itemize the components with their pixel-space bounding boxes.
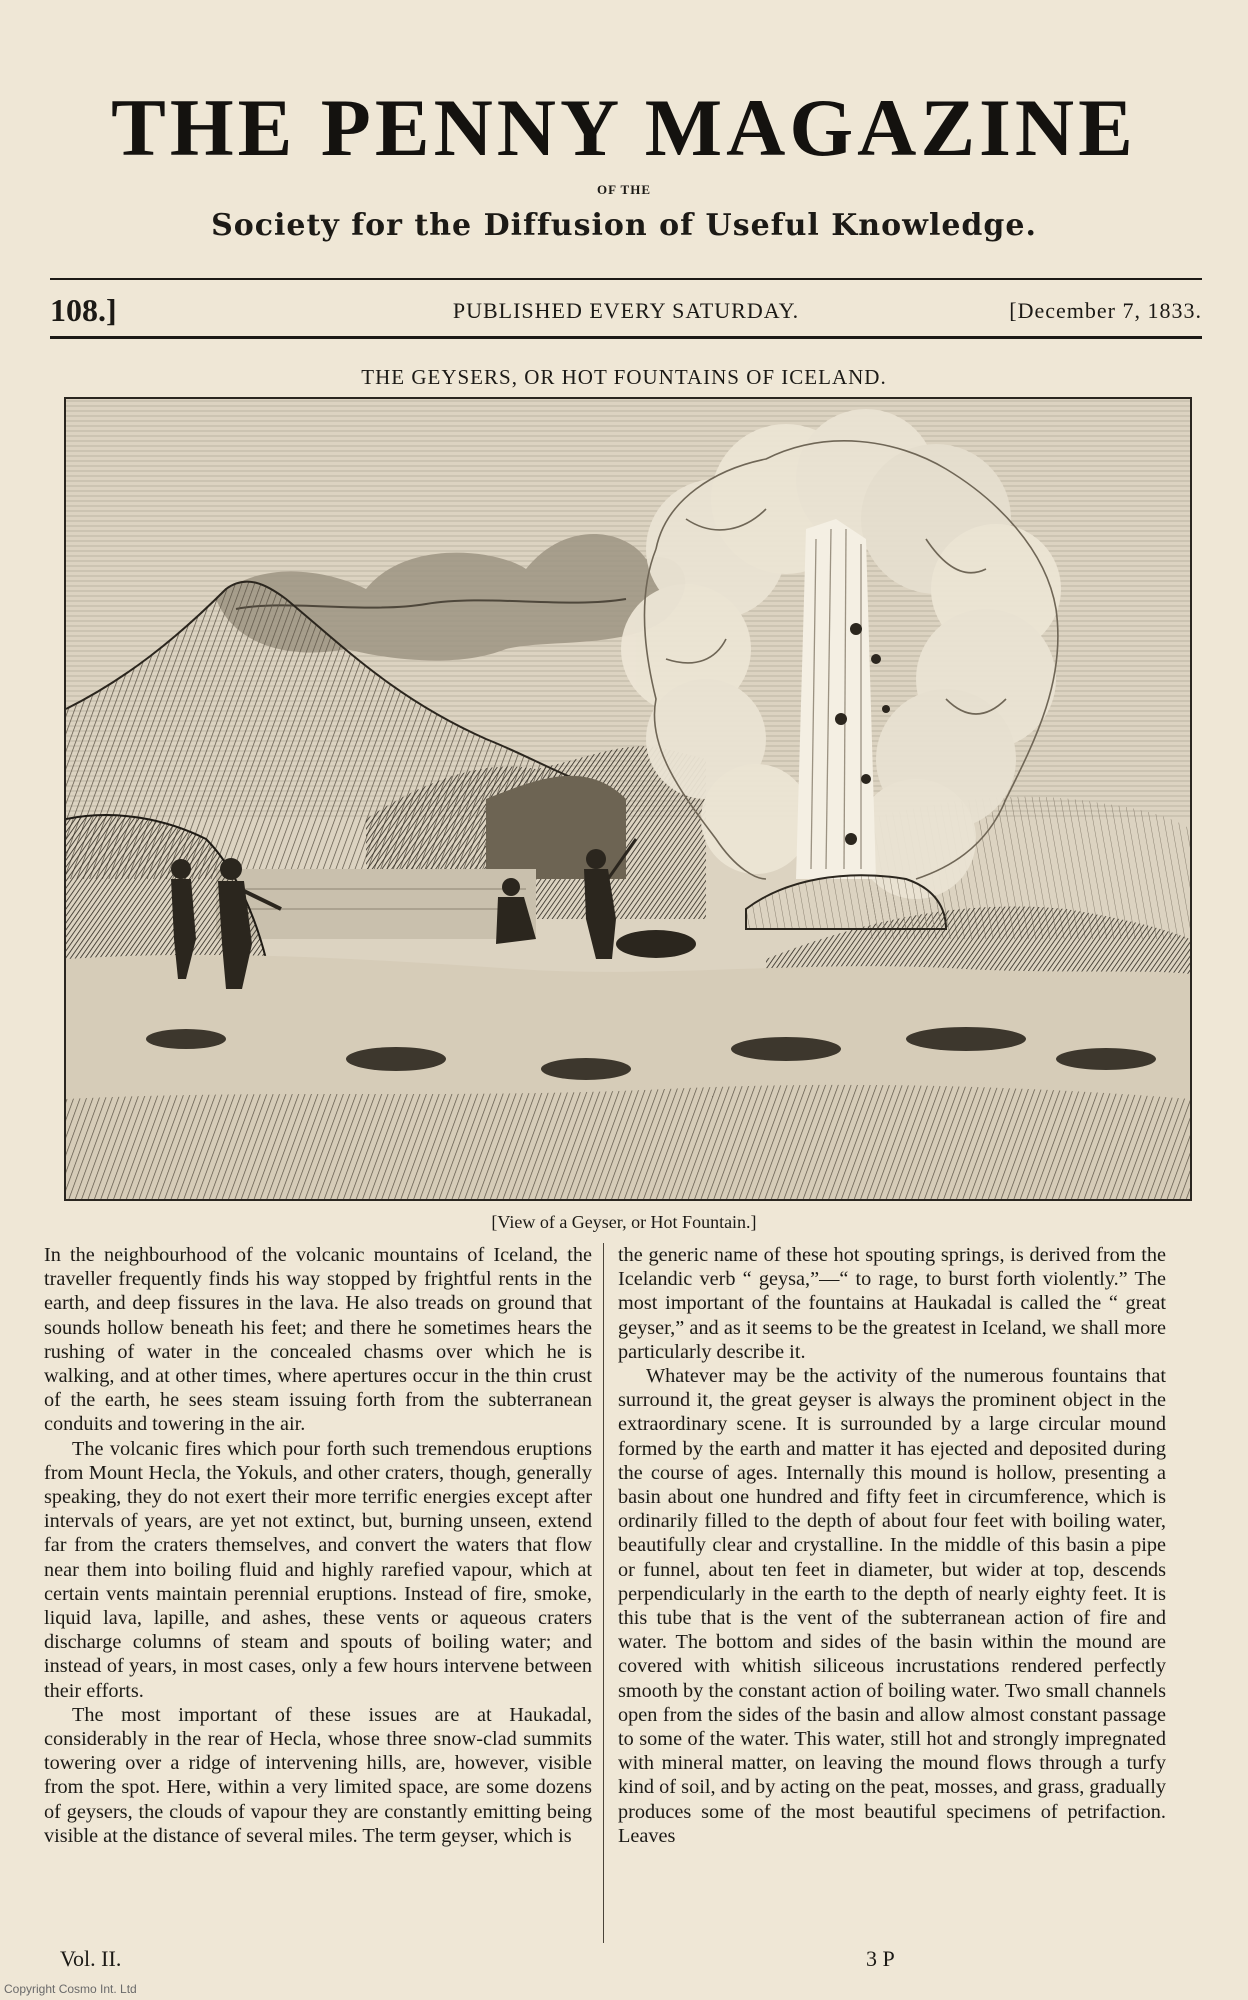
copyright-watermark: Copyright Cosmo Int. Ltd <box>4 1982 137 1996</box>
article-left-column <box>44 1243 592 1848</box>
issue-date: [December 7, 1833. <box>1009 298 1202 323</box>
article-right-column <box>618 1243 1166 1848</box>
geyser-illustration <box>66 399 1190 1199</box>
masthead-title: THE PENNY MAGAZINE <box>111 82 1137 173</box>
right-paragraph-1: the generic name of these hot spouting springs, is derived from the Icelandic verb “ geysa,”—“ to rage, to burst forth violently.” The most important of the fountains at Haukadal is called the “ great geyser,” and as it seems to be the greatest in Iceland, we shall more particularly describe it. <box>618 1244 1166 1363</box>
column-divider <box>603 1243 604 1943</box>
illustration-caption: [View of a Geyser, or Hot Fountain.] <box>491 1212 757 1232</box>
issue-rule <box>50 336 1202 339</box>
right-paragraph-2: Whatever may be the activity of the numerous fountains that surround it, the great geyser is always the prominent object in the extraordinary scene. It is surrounded by a large circular mound formed by the earth and matter it has ejected and deposited during the course of ages. Internally this mound is hollow, presenting a basin about one hundred and fifty feet in circumference, which is ordinarily filled to the depth of about four feet with boiling water, beautifully clear and crystalline. In the middle of this basin a pipe or funnel, about ten feet in diameter, but wider at top, descends perpendicularly in the earth to the depth of nearly eighty feet. It is this tube that is the vent of the subterranean action of fire and water. The bottom and sides of the basin within the mound are covered with whitish siliceous incrustations rendered perfectly smooth by the constant action of boiling water. Two small channels open from the sides of the basin and allow almost constant passage to some of the water. This water, still hot and strongly impregnated with mineral matter, on leaving the mound flows through a turfy kind of soil, and by acting on the peat, mosses, and grass, gradually produces some of the most beautiful specimens of petrifaction. Leaves <box>618 1365 1166 1847</box>
issue-line <box>50 292 1202 332</box>
volume-label: Vol. II. <box>60 1946 122 1971</box>
left-paragraph-2: The volcanic fires which pour forth such tremendous eruptions from Mount Hecla, the Yokuls, and other craters, though, generally speaking, they do not exert their more terrific energies except after intervals of years, are yet not extinct, but, burning unseen, extend far from the craters themselves, and convert the waters that flow near them into boiling fluid and highly rarefied vapour, which at certain vents maintain perennial eruptions. Instead of fire, smoke, liquid lava, lapille, and ashes, these vents or aqueous craters discharge columns of steam and spouts of boiling water; and instead of years, in most cases, only a few hours intervene between their efforts. <box>44 1437 592 1702</box>
magazine-page <box>40 0 1208 2000</box>
top-rule <box>50 278 1202 280</box>
published-notice: PUBLISHED EVERY SATURDAY. <box>452 298 800 323</box>
masthead-of-the: OF THE <box>596 182 652 197</box>
issue-number: 108.] <box>50 292 117 328</box>
geyser-engraving <box>64 397 1192 1201</box>
article-title: THE GEYSERS, OR HOT FOUNTAINS OF ICELAND. <box>361 365 887 389</box>
masthead-society: Society for the Diffusion of Useful Knowledge. <box>211 208 1037 243</box>
signature-mark: 3 P <box>866 1946 895 1971</box>
left-paragraph-3: The most important of these issues are at Haukadal, considerably in the rear of Hecla, whose three snow-clad summits towering over a ridge of intervening hills, are, however, visible from the spot. Here, within a very limited space, are some dozens of geysers, the clouds of vapour they are constantly emitting being visible at the distance of several miles. The term geyser, which is <box>44 1703 592 1847</box>
left-paragraph-1: In the neighbourhood of the volcanic mountains of Iceland, the traveller frequently finds his way stopped by frightful rents in the earth, and deep fissures in the lava. He also treads on ground that sounds hollow beneath his feet; and there he sometimes hears the rushing of water in the concealed chasms over which he is walking, and at other times, where apertures occur in the thin crust of the earth, he sees steam issuing forth from the subterranean conduits and towering in the air. <box>44 1244 592 1436</box>
